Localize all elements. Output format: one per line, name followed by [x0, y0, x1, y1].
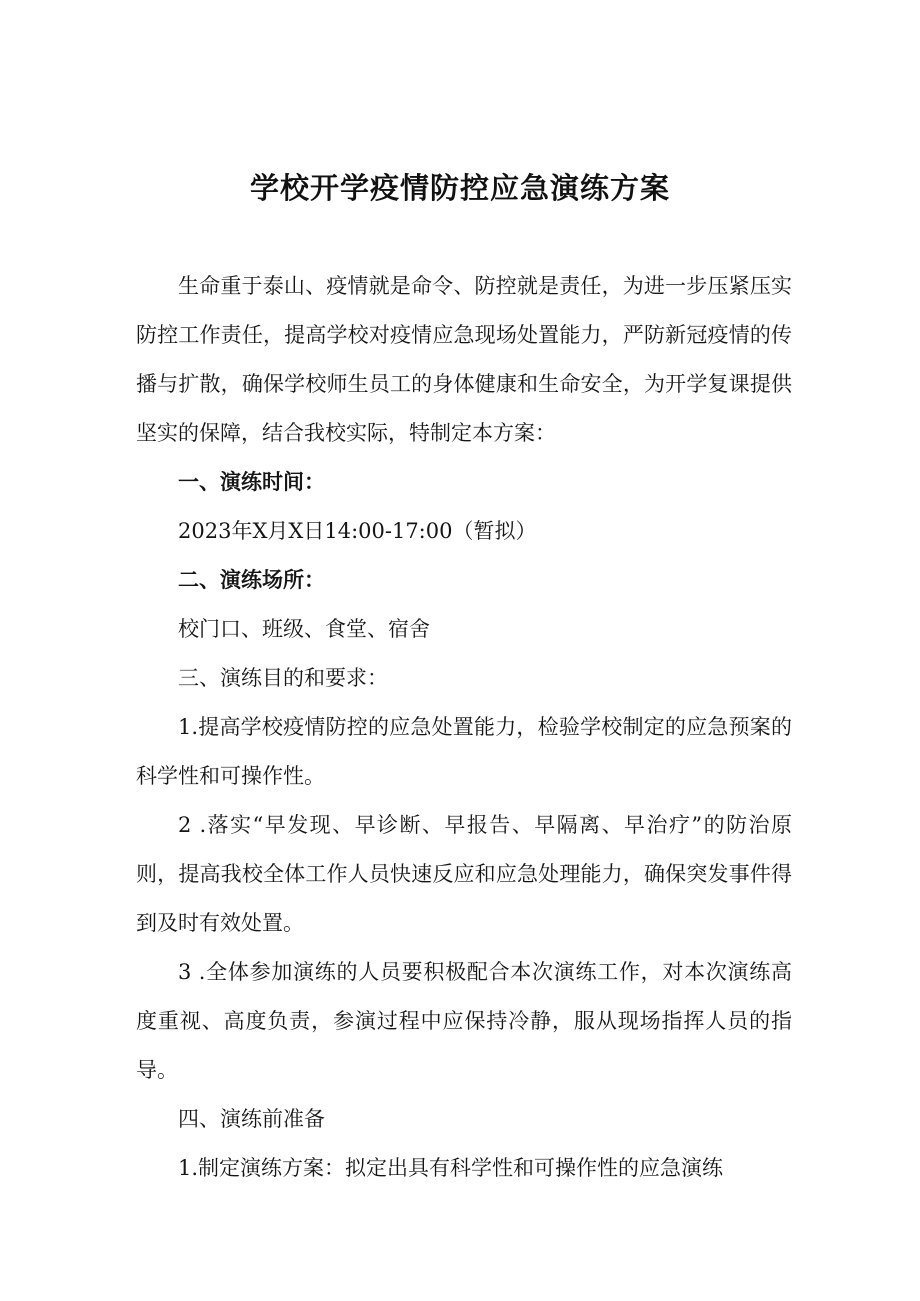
section-heading-goals: 三、演练目的和要求：: [178, 666, 388, 690]
section-heading-location: 二、演练场所：: [178, 568, 325, 592]
section-text-time: 2023年X月X日14:00-17:00（暂拟）: [178, 519, 537, 543]
goal-item-1: 1.提高学校疫情防控的应急处置能力，检验学校制定的应急预案的科学性和可操作性。: [136, 715, 792, 788]
section-heading-time: 一、演练时间：: [178, 470, 325, 494]
document-body: [136, 262, 792, 1193]
goal-item-2: 2 .落实“早发现、早诊断、早报告、早隔离、早治疗”的防治原则，提高我校全体工作人员快速反应和应急处理能力，确保突发事件得到及时有效处置。: [136, 813, 792, 935]
goal-item-3: 3 .全体参加演练的人员要积极配合本次演练工作，对本次演练高度重视、高度负责，参演过程中应保持冷静，服从现场指挥人员的指导。: [136, 960, 792, 1082]
preparation-item-1: 1.制定演练方案：拟定出具有科学性和可操作性的应急演练: [178, 1156, 724, 1180]
section-text-location: 校门口、班级、食堂、宿舍: [178, 617, 430, 641]
document-title: 学校开学疫情防控应急演练方案: [249, 171, 670, 205]
intro-paragraph: 生命重于泰山、疫情就是命令、防控就是责任，为进一步压紧压实防控工作责任，提高学校对疫情应急现场处置能力，严防新冠疫情的传播与扩散，确保学校师生员工的身体健康和生命安全，为开学复课提供坚实的保障，结合我校实际，特制定本方案：: [136, 274, 792, 445]
section-heading-preparation: 四、演练前准备: [178, 1107, 325, 1131]
